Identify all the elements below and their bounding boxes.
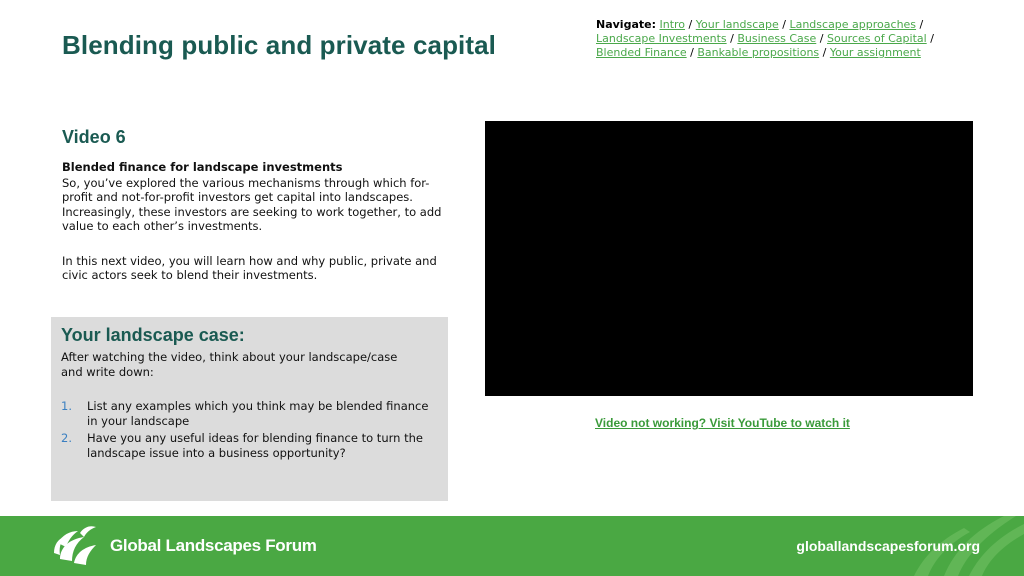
nav-link-landscape-approaches[interactable]: Landscape approaches <box>789 18 917 31</box>
youtube-fallback-link[interactable]: Video not working? Visit YouTube to watch it <box>595 416 850 430</box>
intro-paragraph-2: In this next video, you will learn how and why public, private and civic actors seek to blend their investments. <box>62 253 437 282</box>
navigation-breadcrumb <box>596 18 996 60</box>
case-list <box>61 399 438 461</box>
footer-url[interactable]: globallandscapesforum.org <box>796 538 980 554</box>
nav-link-landscape-investments[interactable]: Landscape Investments <box>596 32 727 45</box>
list-item-text: List any examples which you think may be blended finance in your landscape <box>87 399 429 428</box>
list-number: 2. <box>61 431 72 445</box>
video-player[interactable] <box>485 121 973 396</box>
footer-brand-name: Global Landscapes Forum <box>110 536 317 555</box>
nav-separator: / <box>730 32 734 45</box>
nav-link-blended-finance[interactable]: Blended Finance <box>596 46 687 59</box>
nav-separator: / <box>688 18 693 31</box>
section-subheading: Blended finance for landscape investments <box>62 160 343 174</box>
nav-label: Navigate: <box>596 18 656 31</box>
nav-link-intro[interactable]: Intro <box>659 18 686 31</box>
video-heading: Video 6 <box>62 127 126 147</box>
nav-link-business-case[interactable]: Business Case <box>737 32 817 45</box>
nav-separator: / <box>930 32 934 45</box>
landscape-case-box <box>51 317 448 501</box>
nav-separator: / <box>919 18 924 31</box>
list-item <box>61 431 438 461</box>
nav-link-sources-of-capital[interactable]: Sources of Capital <box>827 32 927 45</box>
intro-paragraph-1 <box>62 160 452 234</box>
nav-link-your-landscape[interactable]: Your landscape <box>695 18 779 31</box>
case-title: Your landscape case: <box>61 325 245 345</box>
paragraph-text: So, you’ve explored the various mechanisms through which for-profit and not-for-profit investors get capital into landscapes. Increasingly, these investors are seeking to work together, to add value to each other’s investments. <box>62 175 442 233</box>
page-title: Blending public and private capital <box>62 30 497 60</box>
nav-separator: / <box>690 46 694 59</box>
case-intro: After watching the video, think about your landscape/case and write down: <box>61 350 398 379</box>
nav-link-your-assignment[interactable]: Your assignment <box>829 46 921 59</box>
nav-separator: / <box>819 32 824 45</box>
nav-link-bankable-propositions[interactable]: Bankable propositions <box>697 46 820 59</box>
list-number: 1. <box>61 399 72 413</box>
nav-separator: / <box>822 46 827 59</box>
glf-logo-icon <box>50 523 102 571</box>
list-item <box>61 399 438 429</box>
intro-text <box>62 160 452 303</box>
list-item-text: Have you any useful ideas for blending finance to turn the landscape issue into a business opportunity? <box>87 431 423 460</box>
nav-separator: / <box>782 18 786 31</box>
footer-bar <box>0 516 1024 576</box>
